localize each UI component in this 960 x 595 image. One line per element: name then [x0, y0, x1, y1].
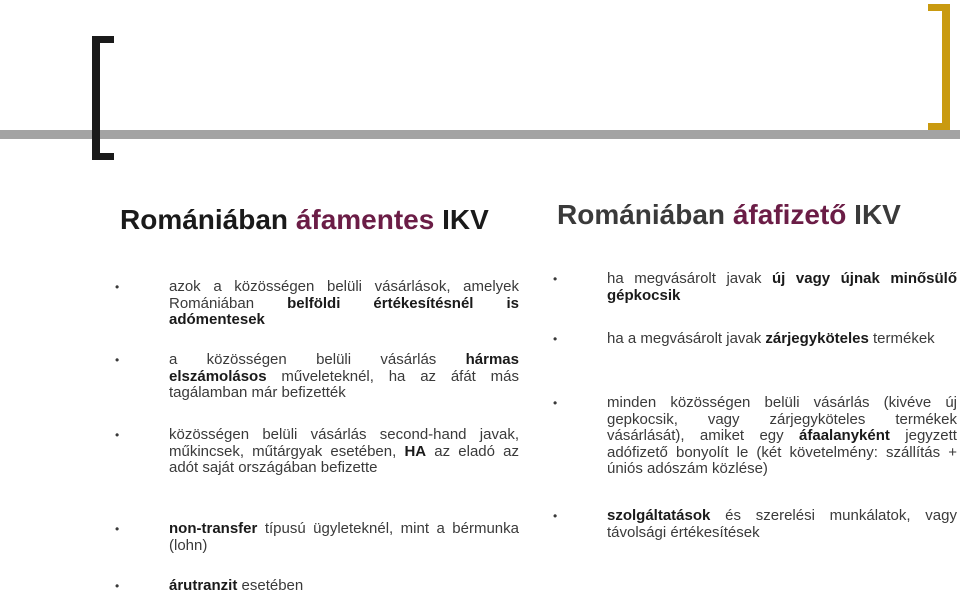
bullet-icon: •	[553, 509, 558, 523]
right-item-3-tail: jegyzett adófizető bonyolít le (két követelmény: szállítás + úniós adószám közlése)	[607, 427, 957, 477]
right-item-4-tail: és szerelési munkálatok, vagy távolsági értékesítések	[607, 507, 957, 541]
bullet-icon: •	[115, 522, 120, 536]
right-item-2-tail: termékek	[868, 330, 935, 347]
left-item-1	[115, 278, 519, 329]
left-title-prefix: Romániában	[120, 204, 296, 235]
right-item-4-bold: szolgáltatások	[607, 507, 711, 524]
left-item-4	[115, 520, 519, 554]
right-item-2-lead: ha a megvásárolt javak	[607, 330, 766, 347]
bullet-icon: •	[553, 396, 558, 410]
right-item-4	[553, 507, 957, 541]
right-item-1-bold: új vagy újnak minősülő gépkocsik	[607, 270, 957, 304]
left-item-5-tail: esetében	[237, 577, 304, 594]
left-item-2-bold: hármas elszámolásos	[169, 351, 519, 385]
left-item-3-lead: közösségen belüli vásárlás second-hand javak, műkincsek, műtárgyak esetében,	[169, 426, 519, 460]
header-rule	[0, 130, 960, 139]
left-item-3-tail: az eladó az adót saját országában befizette	[169, 442, 519, 476]
right-title-suffix: IKV	[846, 199, 901, 230]
left-item-2	[115, 351, 519, 402]
left-item-5-bold: árutranzit	[169, 577, 238, 594]
bullet-icon: •	[115, 280, 120, 294]
right-item-2	[553, 330, 957, 348]
bullet-icon: •	[553, 332, 558, 346]
bullet-icon: •	[115, 579, 120, 593]
left-item-2-tail: műveleteknél, ha az áfát más tagálamban már befizették	[169, 367, 519, 401]
left-item-4-bold: non-transfer	[169, 520, 258, 537]
left-item-1-lead: azok a közösségen belüli vásárlások, amelyek Romániában	[169, 278, 519, 312]
left-item-3-bold: HA	[404, 442, 427, 460]
right-item-2-bold: zárjegyköteles	[765, 330, 869, 347]
left-item-1-bold: belföldi értékesítésnél is adómentesek	[169, 294, 519, 328]
left-item-5	[115, 577, 519, 595]
bullet-icon: •	[115, 428, 120, 442]
right-title-accent: áfafizető	[732, 199, 847, 230]
right-item-3	[553, 394, 957, 478]
right-title-prefix: Romániában	[557, 199, 733, 230]
left-item-3	[115, 426, 519, 477]
left-title	[120, 204, 489, 236]
right-item-1-lead: ha megvásárolt javak	[607, 270, 773, 287]
right-bracket	[928, 4, 950, 130]
left-item-4-tail: típusú ügyleteknél, mint a bérmunka (lohn)	[169, 520, 519, 554]
left-title-suffix: IKV	[434, 204, 489, 235]
bullet-icon: •	[115, 353, 120, 367]
bullet-icon: •	[553, 272, 558, 286]
left-bracket	[92, 36, 114, 160]
right-item-3-lead: minden közösségen belüli vásárlás (kivéve új gepkocsik, vagy zárjegyköteles termékek vásárlását), amiket egy	[607, 394, 957, 444]
right-item-1	[553, 270, 957, 304]
right-title	[557, 199, 901, 231]
left-item-2-lead: a közösségen belüli vásárlás	[169, 351, 466, 368]
left-title-accent: áfamentes	[295, 204, 435, 235]
right-item-3-bold: áfaalanyként	[799, 427, 890, 444]
